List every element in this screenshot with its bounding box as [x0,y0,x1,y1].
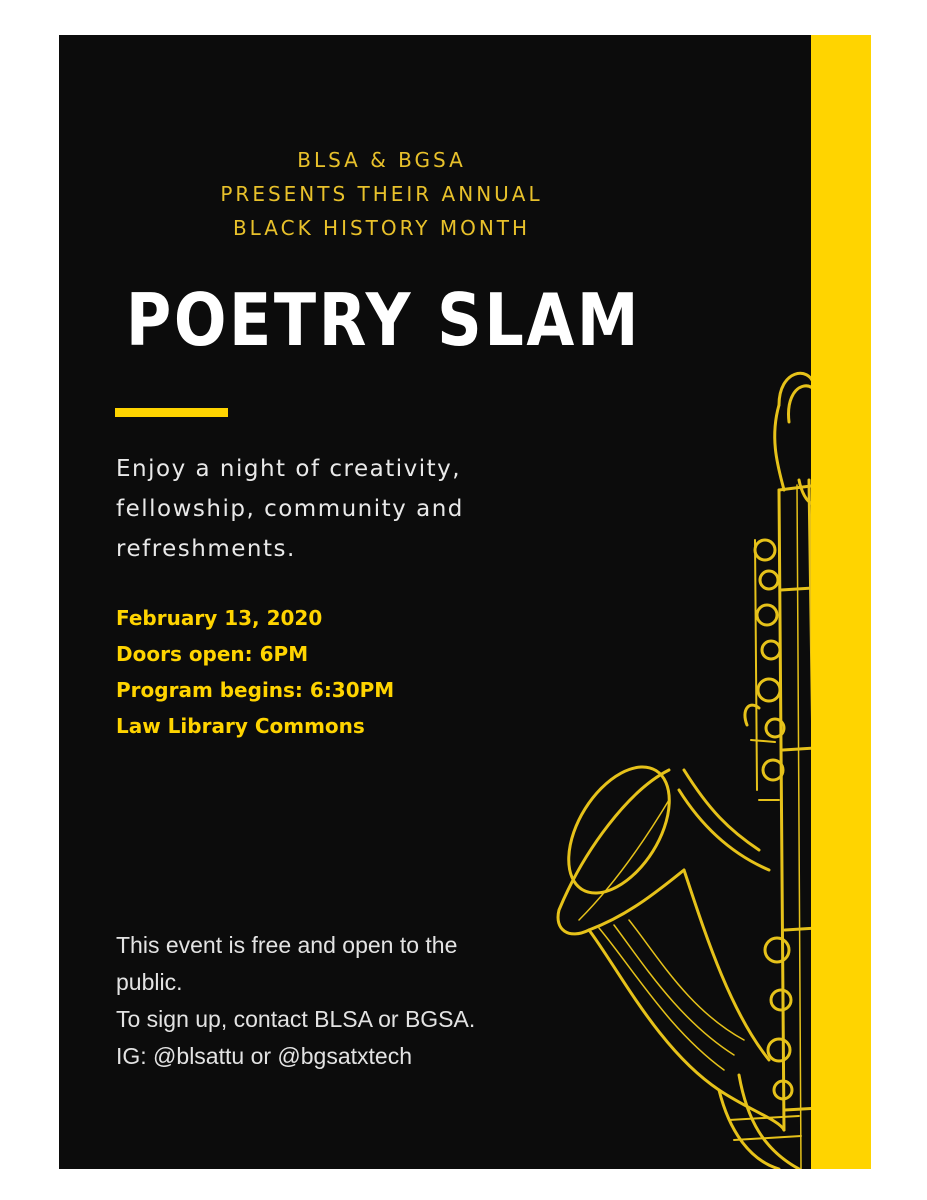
program-start-time: Program begins: 6:30PM [116,678,395,702]
footer-line: IG: @blsattu or @bgsatxtech [116,1043,412,1069]
footer-line: public. [116,969,183,995]
description-line: fellowship, community and [116,496,464,522]
description-line: Enjoy a night of creativity, [116,456,462,482]
footer-line: This event is free and open to the [116,932,458,958]
footer-line: To sign up, contact BLSA or BGSA. [116,1006,476,1032]
presenter-heading [59,143,704,245]
presenter-line-presents: PRESENTS THEIR ANNUAL [220,182,543,206]
description-line: refreshments. [116,536,296,562]
doors-open-time: Doors open: 6PM [116,642,309,666]
accent-side-bar [811,35,871,1169]
presenter-line-month: BLACK HISTORY MONTH [232,216,531,240]
event-poster [59,35,811,1169]
saxophone-illustration [479,330,811,1169]
accent-divider [115,408,228,417]
event-title: POETRY SLAM [125,278,642,362]
event-date: February 13, 2020 [116,606,323,630]
presenter-line-organizers: BLSA & BGSA [297,148,466,172]
event-location: Law Library Commons [116,714,365,738]
